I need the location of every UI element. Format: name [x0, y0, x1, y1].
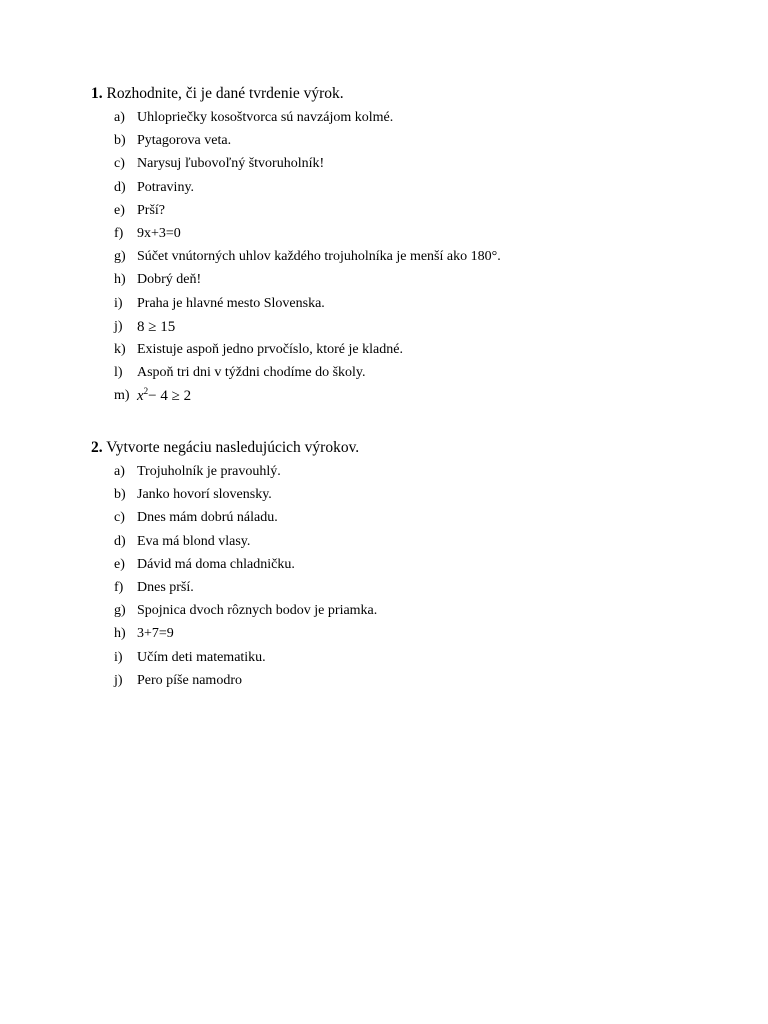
- item-label: d): [114, 179, 126, 195]
- item-label: l): [114, 365, 123, 381]
- exercise-1-heading: [91, 84, 711, 104]
- list-item: [91, 387, 711, 411]
- item-text: Aspoň tri dni v týždni chodíme do školy.: [137, 365, 366, 381]
- item-label: g): [114, 249, 126, 265]
- exercise-2-list: [91, 463, 711, 695]
- list-item: [91, 179, 711, 202]
- item-text: Existuje aspoň jedno prvočíslo, ktoré je kladné.: [137, 341, 403, 357]
- list-item: [91, 295, 711, 318]
- item-label: e): [114, 556, 125, 572]
- item-label: h): [114, 272, 126, 288]
- list-item: [91, 463, 711, 486]
- list-item: [91, 318, 711, 341]
- item-text: Janko hovorí slovensky.: [137, 487, 272, 503]
- list-item: [91, 533, 711, 556]
- item-text: Dnes mám dobrú náladu.: [137, 510, 278, 526]
- item-text: Praha je hlavné mesto Slovenska.: [137, 295, 325, 311]
- list-item: [91, 649, 711, 672]
- list-item: [91, 364, 711, 387]
- list-item: [91, 248, 711, 271]
- exercise-1: [91, 84, 711, 411]
- item-label: c): [114, 510, 125, 526]
- math-expression: [137, 387, 191, 405]
- item-label: f): [114, 225, 124, 241]
- item-label: a): [114, 110, 125, 125]
- item-text: Dnes prší.: [137, 579, 194, 595]
- item-label: h): [114, 626, 126, 642]
- item-label: b): [114, 487, 126, 503]
- item-label: i): [114, 295, 123, 311]
- item-text: Uhlopriečky kosoštvorca sú navzájom kolmé.: [137, 110, 394, 125]
- list-item: [91, 556, 711, 579]
- item-label: g): [114, 603, 126, 619]
- list-item: [91, 486, 711, 509]
- item-text: Spojnica dvoch rôznych bodov je priamka.: [137, 603, 378, 619]
- exercise-2: [91, 438, 711, 695]
- item-label: f): [114, 579, 124, 595]
- math-exponent: 2: [143, 386, 149, 397]
- math-rest: − 4 ≥ 2: [148, 388, 192, 405]
- item-label: i): [114, 649, 123, 665]
- list-item: [91, 155, 711, 178]
- item-label: d): [114, 533, 126, 549]
- item-label: j): [114, 318, 123, 334]
- item-text: Pytagorova veta.: [137, 133, 232, 149]
- item-text: Potraviny.: [137, 179, 195, 195]
- item-label: c): [114, 156, 125, 172]
- item-text: Eva má blond vlasy.: [137, 533, 251, 549]
- exercise-number: 1.: [91, 85, 103, 102]
- exercise-instruction: Vytvorte negáciu nasledujúcich výrokov.: [106, 439, 360, 456]
- exercise-number: 2.: [91, 439, 103, 456]
- item-text: Učím deti matematiku.: [137, 649, 266, 665]
- item-text: 3+7=9: [137, 626, 174, 642]
- item-text: Narysuj ľubovoľný štvoruholník!: [137, 156, 325, 172]
- list-item: [91, 225, 711, 248]
- item-text: Dobrý deň!: [137, 272, 202, 288]
- item-label: a): [114, 464, 125, 479]
- item-text: Dávid má doma chladničku.: [137, 556, 295, 572]
- list-item: [91, 341, 711, 364]
- item-label: j): [114, 672, 123, 688]
- list-item: [91, 132, 711, 155]
- exercise-1-list: [91, 109, 711, 411]
- list-item: [91, 602, 711, 625]
- item-text: Prší?: [137, 202, 165, 218]
- item-text: Súčet vnútorných uhlov každého trojuholníka je menší ako 180°.: [137, 249, 501, 265]
- math-expression: 8 ≥ 15: [137, 318, 176, 335]
- item-text: Pero píše namodro: [137, 672, 242, 688]
- exercise-instruction: Rozhodnite, či je dané tvrdenie výrok.: [106, 85, 344, 102]
- item-label: b): [114, 133, 126, 149]
- list-item: [91, 672, 711, 695]
- list-item: [91, 509, 711, 532]
- item-text: 9x+3=0: [137, 225, 181, 241]
- item-label: m): [114, 388, 130, 404]
- list-item: [91, 625, 711, 648]
- math-variable: x: [137, 388, 144, 405]
- list-item: [91, 579, 711, 602]
- item-label: e): [114, 202, 125, 218]
- item-text: Trojuholník je pravouhlý.: [137, 464, 281, 479]
- list-item: [91, 202, 711, 225]
- list-item: [91, 109, 711, 132]
- item-label: k): [114, 341, 126, 357]
- list-item: [91, 271, 711, 294]
- exercise-2-heading: [91, 438, 711, 458]
